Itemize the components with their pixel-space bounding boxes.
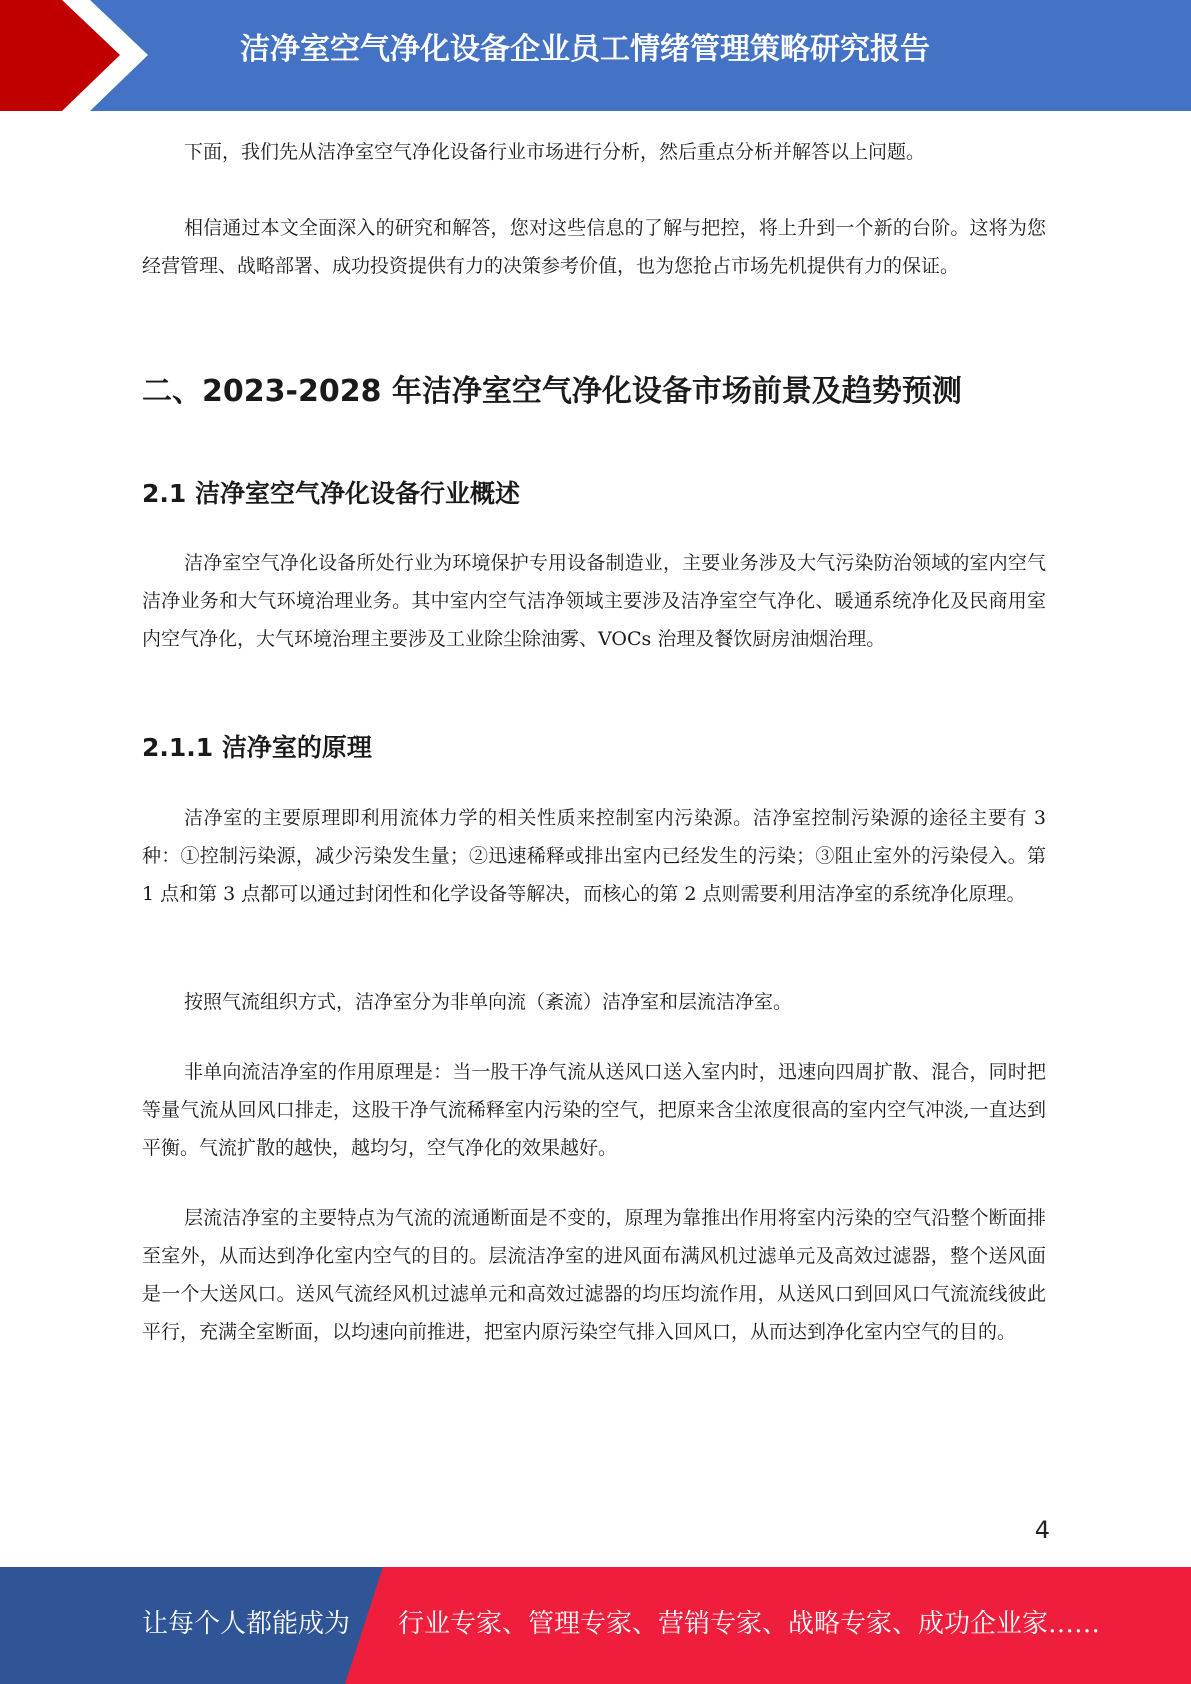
page-header: [0, 0, 1191, 111]
subsection-heading: 2.1 洁净室空气净化设备行业概述: [142, 479, 520, 508]
principle-paragraph-3: 非单向流洁净室的作用原理是：当一股干净气流从送风口送入室内时，迅速向四周扩散、混合，同时把等量气流从回风口排走，这股干净气流稀释室内污染的空气，把原来含尘浓度很高的室内空气冲淡,一直达到平衡。气流扩散的越快，越均匀，空气净化的效果越好。: [142, 1061, 1046, 1159]
subsubsection-heading: 2.1.1 洁净室的原理: [142, 733, 372, 762]
page-footer: [0, 1567, 1191, 1684]
principle-paragraph-4: 层流洁净室的主要特点为气流的流通断面是不变的，原理为靠推出作用将室内污染的空气沿整个断面排至室外，从而达到净化室内空气的目的。层流洁净室的进风面布满风机过滤单元及高效过滤器，整个送风面是一个大送风口。送风气流经风机过滤单元和高效过滤器的均压均流作用，从送风口到回风口气流流线彼此平行，充满全室断面，以均速向前推进，把室内原污染空气排入回风口，从而达到净化室内空气的目的。: [142, 1207, 1046, 1343]
principle-paragraph-2: 按照气流组织方式，洁净室分为非单向流（紊流）洁净室和层流洁净室。: [184, 991, 793, 1013]
header-title: 洁净室空气净化设备企业员工情绪管理策略研究报告: [240, 32, 930, 67]
intro-paragraph-2: 相信通过本文全面深入的研究和解答，您对这些信息的了解与把控，将上升到一个新的台阶。这将为您经营管理、战略部署、成功投资提供有力的决策参考价值，也为您抢占市场先机提供有力的保证。: [142, 217, 1046, 277]
section-heading: 二、2023-2028 年洁净室空气净化设备市场前景及趋势预测: [142, 374, 962, 409]
overview-paragraph: 洁净室空气净化设备所处行业为环境保护专用设备制造业，主要业务涉及大气污染防治领域的室内空气洁净业务和大气环境治理业务。其中室内空气洁净领域主要涉及洁净室空气净化、暖通系统净化及民商用室内空气净化，大气环境治理主要涉及工业除尘除油雾、VOCs 治理及餐饮厨房油烟治理。: [142, 552, 1046, 650]
intro-paragraph-1: 下面，我们先从洁净室空气净化设备行业市场进行分析，然后重点分析并解答以上问题。: [184, 141, 926, 163]
page-number: 4: [1034, 1516, 1050, 1544]
principle-paragraph-1: 洁净室的主要原理即利用流体力学的相关性质来控制室内污染源。洁净室控制污染源的途径主要有 3 种：①控制污染源，减少污染发生量；②迅速稀释或排出室内已经发生的污染；③阻止室外的污染侵入。第 1 点和第 3 点都可以通过封闭性和化学设备等解决，而核心的第 2 点则需要利用洁净室的系统净化原理。: [142, 807, 1046, 905]
footer-tagline-right: 行业专家、管理专家、营销专家、战略专家、成功企业家……: [398, 1609, 1101, 1639]
footer-tagline-left: 让每个人都能成为: [142, 1609, 351, 1639]
